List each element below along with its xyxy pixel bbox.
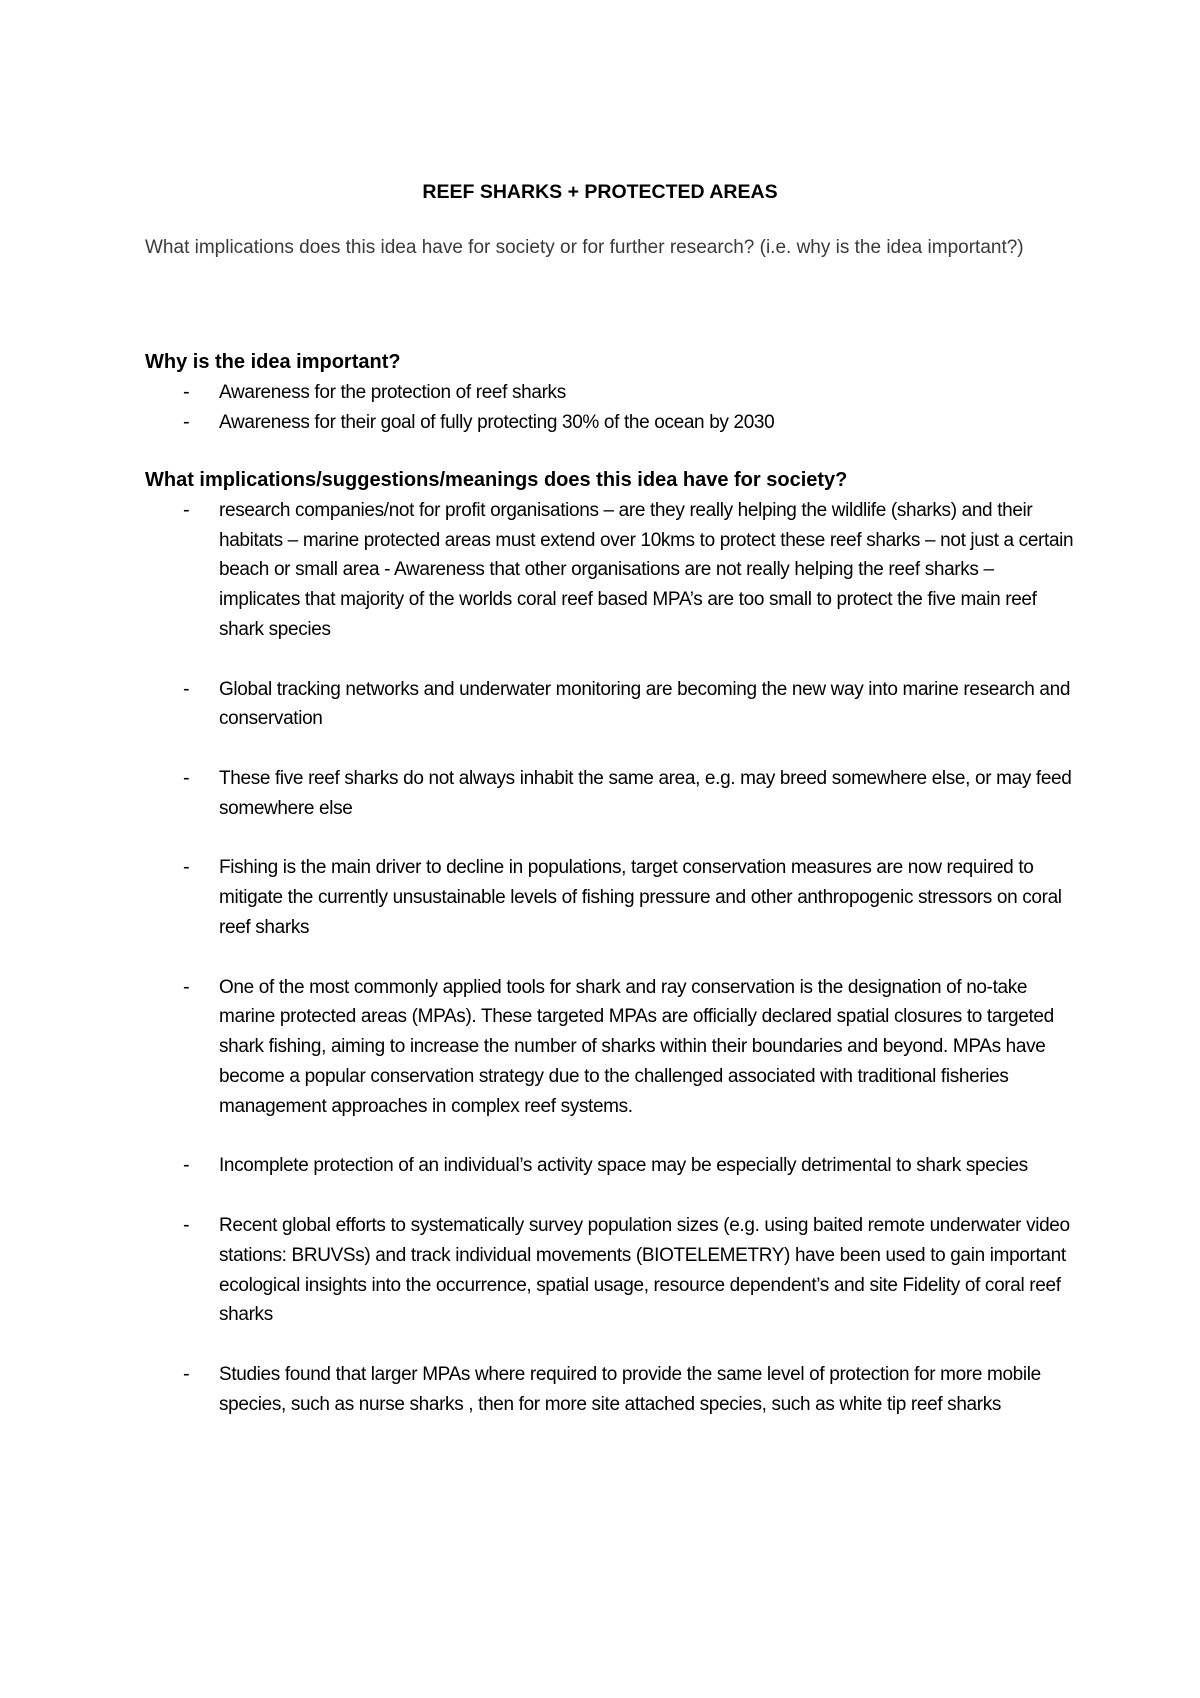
list-item-text: research companies/not for profit organisations – are they really helping the wildlife (sharks) and their habitats – marine protected areas must extend over 10kms to protect these reef sharks – not just a certain beach or small area - Awareness that other organisations are not really helping the reef sharks – implicates that majority of the worlds coral reef based MPA’s are too small to protect the five main reef shark species	[219, 499, 1074, 640]
section-why-important	[145, 348, 1075, 437]
section-heading: What implications/suggestions/meanings does this idea have for society?	[145, 469, 848, 491]
bullet-dash: -	[183, 1362, 190, 1385]
list-item	[145, 675, 1075, 735]
bullet-list	[145, 378, 1075, 438]
list-item	[145, 496, 1075, 645]
list-item-text: Global tracking networks and underwater monitoring are becoming the new way into marine research and conservation	[219, 678, 1071, 730]
list-item-text: These five reef sharks do not always inhabit the same area, e.g. may breed somewhere else, or may feed somewhere else	[219, 767, 1072, 819]
list-item	[145, 973, 1075, 1122]
list-item-text: One of the most commonly applied tools for shark and ray conservation is the designation of no-take marine protected areas (MPAs). These targeted MPAs are officially declared spatial closures to targeted shark fishing, aiming to increase the number of sharks within their boundaries and beyond. MPAs have become a popular conservation strategy due to the challenged associated with traditional fisheries management approaches in complex reef systems.	[219, 976, 1054, 1117]
intro-question: What implications does this idea have for society or for further research? (i.e. why is the idea important?)	[145, 237, 1024, 258]
section-heading: Why is the idea important?	[145, 351, 401, 373]
list-item-text: Studies found that larger MPAs where required to provide the same level of protection for more mobile species, such as nurse sharks , then for more site attached species, such as white tip reef sharks	[219, 1363, 1041, 1415]
list-item	[145, 1211, 1075, 1330]
list-item-text: Fishing is the main driver to decline in populations, target conservation measures are now required to mitigate the currently unsustainable levels of fishing pressure and other anthropogenic stressors on coral reef sharks	[219, 857, 1062, 938]
bullet-dash: -	[183, 1154, 190, 1177]
list-item-text: Awareness for the protection of reef sharks	[219, 381, 566, 403]
bullet-dash: -	[183, 410, 190, 433]
bullet-dash: -	[183, 380, 190, 403]
document-title: REEF SHARKS + PROTECTED AREAS	[422, 181, 778, 203]
list-item	[145, 764, 1075, 824]
list-item	[145, 408, 1075, 438]
section-implications	[145, 466, 1075, 1420]
list-item	[145, 378, 1075, 408]
bullet-dash: -	[183, 1213, 190, 1236]
bullet-dash: -	[183, 856, 190, 879]
bullet-list	[145, 496, 1075, 1420]
list-item	[145, 1360, 1075, 1420]
bullet-dash: -	[183, 498, 190, 521]
bullet-dash: -	[183, 766, 190, 789]
bullet-dash: -	[183, 677, 190, 700]
bullet-dash: -	[183, 975, 190, 998]
list-item-text: Incomplete protection of an individual’s activity space may be especially detrimental to shark species	[219, 1155, 1028, 1177]
list-item-text: Recent global efforts to systematically survey population sizes (e.g. using baited remote underwater video stations: BRUVSs) and track individual movements (BIOTELEMETRY) have been used to gain important ecological insights into the occurrence, spatial usage, resource dependent’s and site Fidelity of coral reef sharks	[219, 1214, 1070, 1326]
list-item	[145, 1151, 1075, 1181]
list-item-text: Awareness for their goal of fully protecting 30% of the ocean by 2030	[219, 411, 775, 433]
list-item	[145, 853, 1075, 942]
